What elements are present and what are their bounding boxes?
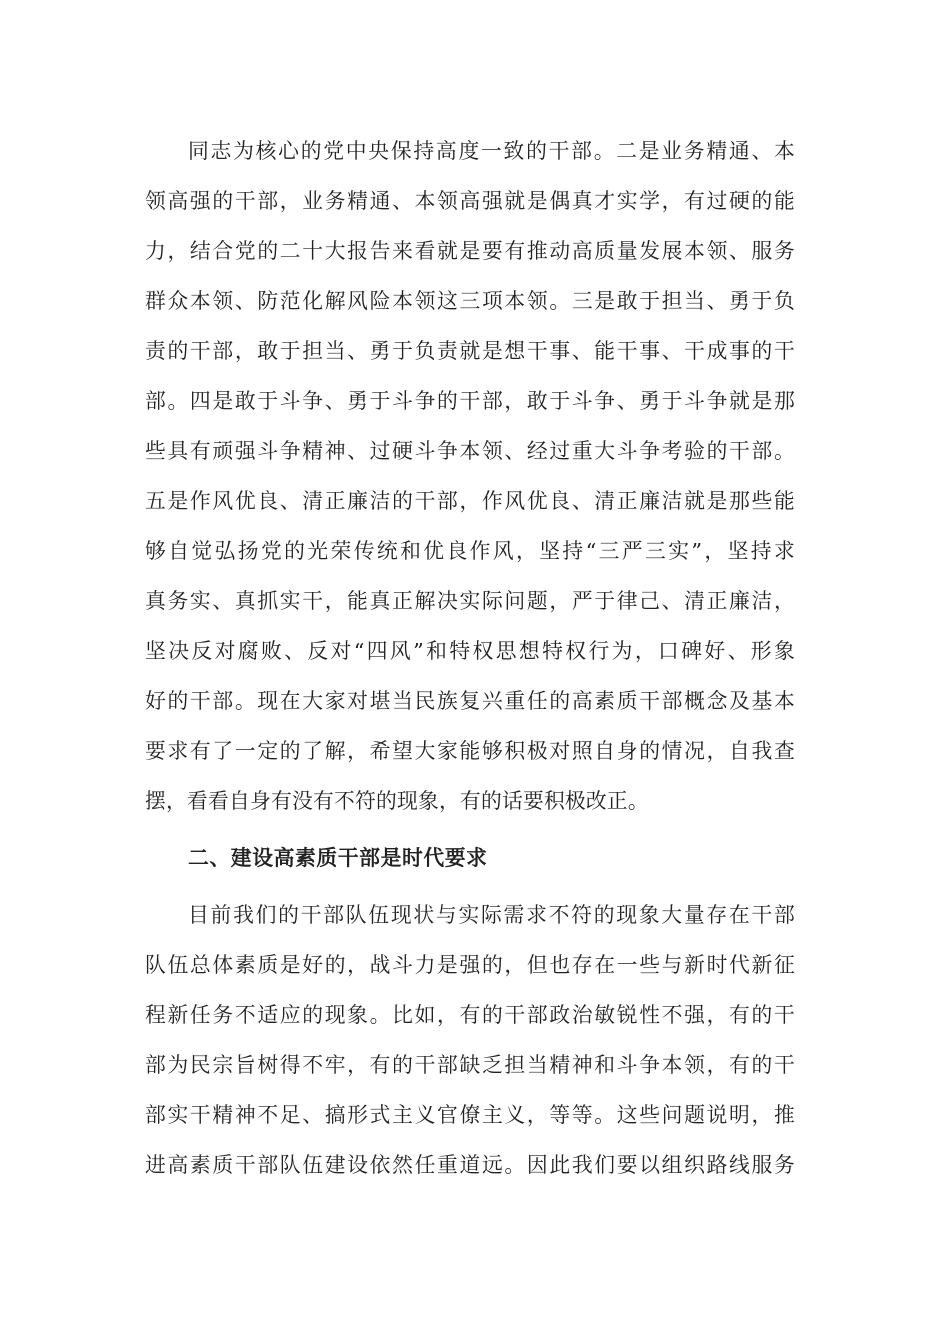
paragraph-2-line-1: 目前我们的干部队伍现状与实际需求不符的现象大量存在干部 <box>188 903 795 927</box>
section-heading: 二、建设高素质干部是时代要求 <box>188 845 488 870</box>
paragraph-1-line-1: 同志为核心的党中央保持高度一致的干部。二是业务精通、本 <box>188 139 795 163</box>
paragraph-1-line-7: 些具有顽强斗争精神、过硬斗争本领、经过重大斗争考验的干部。 <box>145 439 795 463</box>
paragraph-1-line-8: 五是作风优良、清正廉洁的干部，作风优良、清正廉洁就是那些能 <box>145 489 795 513</box>
paragraph-1-line-5: 责的干部，敢于担当、勇于负责就是想干事、能干事、干成事的干 <box>145 339 795 363</box>
paragraph-1-line-9: 够自觉弘扬党的光荣传统和优良作风，坚持“三严三实”，坚持求 <box>145 539 795 563</box>
paragraph-1-line-3: 力，结合党的二十大报告来看就是要有推动高质量发展本领、服务 <box>145 239 795 263</box>
paragraph-1-line-10: 真务实、真抓实干，能真正解决实际问题，严于律己、清正廉洁， <box>145 589 795 613</box>
paragraph-1-line-11: 坚决反对腐败、反对“四风”和特权思想特权行为，口碑好、形象 <box>145 639 795 663</box>
paragraph-1-line-4: 群众本领、防范化解风险本领这三项本领。三是敢于担当、勇于负 <box>145 289 795 313</box>
paragraph-1-line-13: 要求有了一定的了解，希望大家能够积极对照自身的情况，自我查 <box>145 739 795 763</box>
paragraph-2-line-2: 队伍总体素质是好的，战斗力是强的，但也存在一些与新时代新征 <box>145 953 795 977</box>
paragraph-1-line-6: 部。四是敢于斗争、勇于斗争的干部，敢于斗争、勇于斗争就是那 <box>145 389 795 413</box>
paragraph-2-line-3: 程新任务不适应的现象。比如，有的干部政治敏锐性不强，有的干 <box>145 1003 795 1027</box>
paragraph-2-line-6: 进高素质干部队伍建设依然任重道远。因此我们要以组织路线服务 <box>145 1153 795 1177</box>
paragraph-1-line-12: 好的干部。现在大家对堪当民族复兴重任的高素质干部概念及基本 <box>145 689 795 713</box>
paragraph-2-line-5: 部实干精神不足、搞形式主义官僚主义，等等。这些问题说明，推 <box>145 1103 795 1127</box>
paragraph-1-line-2: 领高强的干部，业务精通、本领高强就是偶真才实学，有过硬的能 <box>145 189 795 213</box>
paragraph-1-line-14: 摆，看看自身有没有不符的现象，有的话要积极改正。 <box>145 789 649 813</box>
paragraph-2-line-4: 部为民宗旨树得不牢，有的干部缺乏担当精神和斗争本领，有的干 <box>145 1053 795 1077</box>
